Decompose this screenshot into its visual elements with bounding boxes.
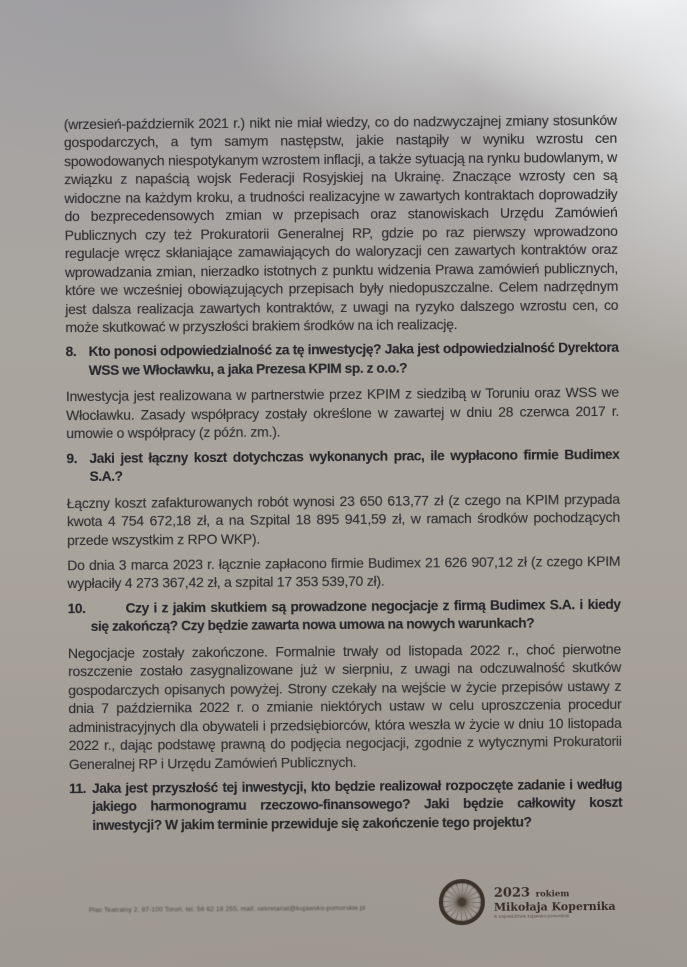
logo-year-line — [494, 883, 616, 901]
question-11-number: 11. — [68, 780, 87, 797]
logo-name: Mikołaja Kopernika — [493, 899, 616, 914]
question-9-number: 9. — [66, 450, 78, 466]
answer-9-part-2: Do dnia 3 marca 2023 r. łącznie zapłacono firmie Budimex 21 626 907,12 zł (z czego KPIM wypłaciły 4 273 367,42 zł, a szpital 17 353 539,70 zł). — [67, 552, 621, 592]
question-10 — [68, 596, 621, 637]
question-10-number: 10. — [67, 600, 86, 617]
answer-10: Negocjacje zostały zakończone. Formalnie trwały od listopada 2022 r., choć pierwotne roszczenie zostało zasygnalizowane już w sierpniu, z uwagi na odczuwalność skutków gospodarczych opisanych powyżej. Strony czekały na wejście w życie przepisów ustawy z dnia 7 października 2022 r. o zmianie niektórych ustaw w celu uproszczenia procedur administracyjnych dla obywateli i przedsiębiorców, która weszła w życie w dniu 10 listopada 2022 r., dając podstawę prawną do podjęcia negocjacji, zgodnie z wytycznymi Prokuratorii Generalnej RP i Urzędu Zamówień Publicznych. — [67, 640, 622, 772]
footer-contact-line: Plac Teatralny 2, 87-100 Toruń, tel. 56 62 18 255, mail: sekretariat@kujawsko-pomorskie.pl — [88, 904, 366, 915]
question-10-text: Czy i z jakim skutkiem są prowadzone negocjacje z firmą Budimex S.A. i kiedy się zakończą? Czy będzie zawarta nowa umowa na nowych warunkach? — [90, 596, 621, 635]
question-11 — [69, 776, 622, 836]
logo-subtitle: w województwie kujawsko-pomorskim — [494, 913, 570, 920]
intro-paragraph: (wrzesień-październik 2021 r.) nikt nie miał wiedzy, co do nadzwyczajnej zmiany stosunków gospodarczych, a tym samym następstw, jakie nastąpiły w wyniku wzrostu cen spowodowanych niespotykanym wzrostem inflacji, a także sytuacją na rynku budowlanym, w związku z napaścią wojsk Federacji Rosyjskiej na Ukrainę. Znaczące wzrosty cen są widoczne na każdym kroku, a trudności realizacyjne w zawartych kontraktach doprowadziły do bezprecedensowych zmian w przepisach oraz stanowiskach Urzędu Zamówień Publicznych czy też Prokuratorii Generalnej RP, gdzie po raz pierwszy wprowadzono regulacje wręcz skłaniające zamawiających do waloryzacji cen zawartych kontraktów oraz wprowadzania zmian, nierzadko istotnych z punktu widzenia Prawa zamówień publicznych, które we wcześniej obowiązujących przepisach były niedopuszczalne. Celem nadrzędnym jest dalsza realizacja zawartych kontraktów, z uwagi na ryzyko dalszego wzrostu cen, co może skutkować w przyszłości brakiem środków na ich realizację. — [63, 111, 619, 336]
answer-9-part-1: Łączny koszt zafakturowanych robót wynosi 23 650 613,77 zł (z czego na KPIM przypada kwota 4 754 672,18 zł, a na Szpital 18 895 941,59 zł, w ramach środków pochodzących przede wszystkim z RPO WKP). — [66, 490, 620, 548]
copernicus-year-logo — [439, 878, 616, 925]
copernicus-logo-text — [494, 883, 616, 919]
question-9-text: Jaki jest łączny koszt dotychczas wykonanych prac, ile wypłacono firmie Budimex S.A.? — [89, 446, 620, 485]
letter-body — [64, 111, 623, 843]
answer-8: Inwestycja jest realizowana w partnerstwie przez KPIM z siedzibą w Toruniu oraz WSS we Włocławku. Zasady współpracy zostały określone w zawartej w dniu 28 czerwca 2017 r. umowie o współpracy (z późn. zm.). — [65, 384, 620, 442]
logo-year-suffix: rokiem — [535, 889, 570, 900]
question-9 — [66, 446, 619, 487]
copernicus-sun-icon — [439, 879, 485, 925]
question-8-number: 8. — [65, 344, 77, 360]
logo-year: 2023 — [493, 885, 531, 902]
question-8-text: Kto ponosi odpowiedzialność za tę inwestycję? Jaka jest odpowiedzialność Dyrektora WSS we Włocławku, a jaka Prezesa KPIM sp. z o.o.? — [88, 340, 619, 378]
question-11-text: Jaka jest przyszłość tej inwestycji, kto będzie realizował rozpoczęte zadanie i według jakiego harmonogramu rzeczowo-finansowego? Jaki będzie całkowity koszt inwestycji? W jakim terminie przewiduje się zakończenie tego projektu? — [91, 776, 623, 833]
question-8 — [66, 339, 619, 380]
